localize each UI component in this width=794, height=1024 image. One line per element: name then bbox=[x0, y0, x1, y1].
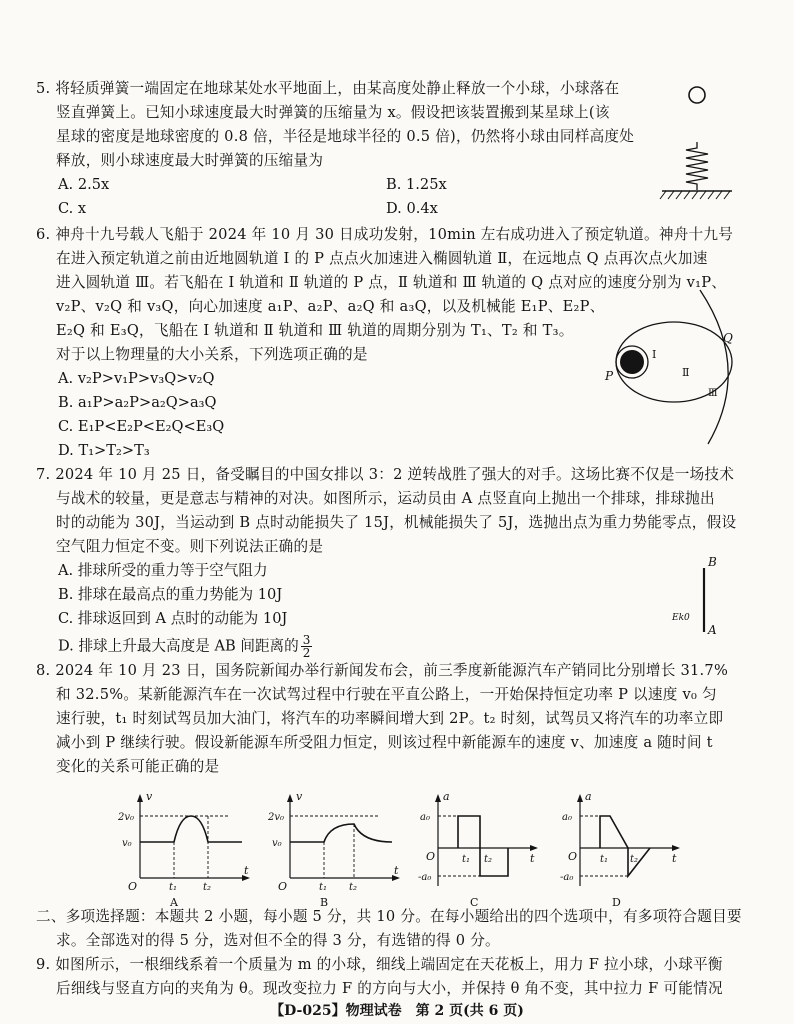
graph-c-yaxis-label: a bbox=[443, 790, 450, 803]
q7-line-2: 与战术的较量，更是意志与精神的对决。如图所示，运动员由 A 点竖直向上抛出一个排球，排球抛出 bbox=[56, 490, 715, 507]
q6-line-4: v₂P、v₂Q 和 v₃Q，向心加速度 a₁P、a₂P、a₂Q 和 a₃Q，以及机械能 E₁P、E₂P、 bbox=[56, 298, 605, 315]
graph-d-t-label: t bbox=[672, 852, 677, 865]
graph-b bbox=[268, 786, 408, 908]
graph-b-t-label: t bbox=[394, 864, 399, 877]
spring-figure bbox=[652, 80, 748, 210]
section-2-line-2: 求。全部选对的得 5 分，选对但不全的得 3 分，有选错的得 0 分。 bbox=[56, 932, 500, 949]
graph-d-yaxis-label: a bbox=[585, 790, 592, 803]
graph-c-t2: t₂ bbox=[484, 854, 493, 865]
label-orbit-1: Ⅰ bbox=[652, 348, 657, 361]
graph-a-yaxis-label: v bbox=[146, 790, 153, 803]
q6-option-d: D. T₁>T₂>T₃ bbox=[58, 442, 150, 459]
page-footer: 【D-025】物理试卷 第 2 页(共 6 页) bbox=[270, 1003, 524, 1019]
graph-d-origin: O bbox=[568, 850, 578, 863]
orbit-figure bbox=[590, 286, 750, 446]
q9-line-1: 9. 如图所示，一根细线系着一个质量为 m 的小球，细线上端固定在天花板上，用力 F 拉小球，小球平衡 bbox=[36, 956, 723, 973]
ground-hatch bbox=[660, 191, 730, 199]
q5-line-4: 释放，则小球速度最大时弹簧的压缩量为 bbox=[56, 152, 324, 169]
q5-line-1: 5. 将轻质弹簧一端固定在地球某处水平地面上，由某高度处静止释放一个小球，小球落在 bbox=[36, 80, 620, 97]
q6-option-c: C. E₁P<E₂P<E₂Q<E₃Q bbox=[58, 418, 225, 435]
graph-d bbox=[560, 786, 690, 908]
label-a: A bbox=[708, 623, 717, 637]
graph-a-ytick-hi: 2v₀ bbox=[118, 812, 135, 823]
q7-option-c: C. 排球返回到 A 点时的动能为 10J bbox=[58, 610, 288, 627]
graph-d-curve bbox=[600, 816, 650, 876]
graph-c-curve bbox=[458, 816, 508, 876]
q5-option-a: A. 2.5x bbox=[58, 176, 110, 193]
graph-c-t-label: t bbox=[530, 852, 535, 865]
throw-figure bbox=[668, 550, 738, 640]
graph-c-name: C bbox=[470, 896, 479, 908]
q5-option-d: D. 0.4x bbox=[386, 200, 438, 217]
q7-line-4: 空气阻力恒定不变。则下列说法正确的是 bbox=[56, 538, 324, 555]
graph-b-yaxis-label: v bbox=[296, 790, 303, 803]
label-b: B bbox=[708, 555, 717, 569]
q6-line-1: 6. 神舟十九号载人飞船于 2024 年 10 月 30 日成功发射，10min 左右成功进入了预定轨道。神舟十九号 bbox=[36, 226, 734, 243]
graph-a bbox=[118, 786, 258, 908]
graph-b-ytick-hi: 2v₀ bbox=[268, 812, 285, 823]
orbit-3-arc bbox=[700, 290, 728, 444]
q5-line-2: 竖直弹簧上。已知小球速度最大时弹簧的压缩量为 x。假设把该装置搬到某星球上(该 bbox=[56, 104, 610, 121]
q9-line-2: 后细线与竖直方向的夹角为 θ。现改变拉力 F 的方向与大小，并保持 θ 角不变，其中拉力 F 可能情况 bbox=[56, 980, 723, 997]
fraction-three-halves bbox=[301, 634, 313, 659]
q8-line-3: 速行驶，t₁ 时刻试驾员加大油门，将汽车的功率瞬间增大到 2P。t₂ 时刻，试驾员又将汽车的功率立即 bbox=[56, 710, 724, 727]
q8-line-5: 变化的关系可能正确的是 bbox=[56, 758, 220, 775]
q6-line-2: 在进入预定轨道之前由近地圆轨道 Ⅰ 的 P 点点火加速进入椭圆轨道 Ⅱ，在远地点 Q 点再次点火加速 bbox=[56, 250, 708, 267]
graph-b-curve bbox=[290, 824, 392, 842]
ball-icon bbox=[689, 87, 705, 103]
spring-icon bbox=[686, 142, 708, 190]
graph-b-ytick-lo: v₀ bbox=[272, 838, 282, 849]
label-q: Q bbox=[723, 331, 733, 345]
fraction-denominator: 2 bbox=[302, 646, 311, 660]
graph-d-ytick-lo: -a₀ bbox=[560, 872, 574, 883]
q8-line-2: 和 32.5%。某新能源汽车在一次试驾过程中行驶在平直公路上，一开始保持恒定功率 P 以速度 v₀ 匀 bbox=[56, 686, 717, 703]
label-p: P bbox=[605, 369, 614, 383]
graph-d-name: D bbox=[612, 896, 621, 908]
graph-c-ytick-lo: -a₀ bbox=[418, 872, 432, 883]
graph-b-origin: O bbox=[278, 880, 288, 893]
graph-c-origin: O bbox=[426, 850, 436, 863]
q5-option-b: B. 1.25x bbox=[386, 176, 447, 193]
q5-option-c: C. x bbox=[58, 200, 87, 217]
graph-b-t2: t₂ bbox=[349, 882, 358, 893]
label-ek0: Ek0 bbox=[672, 613, 690, 623]
graph-c-ytick-hi: a₀ bbox=[420, 812, 430, 823]
graph-b-name: B bbox=[320, 896, 329, 908]
q6-line-3: 进入圆轨道 Ⅲ。若飞船在 Ⅰ 轨道和 Ⅱ 轨道的 P 点，Ⅱ 轨道和 Ⅲ 轨道的 Q 点对应的速度分别为 v₁P、 bbox=[56, 274, 727, 291]
q7-option-b: B. 排球在最高点的重力势能为 10J bbox=[58, 586, 283, 603]
q8-line-4: 减小到 P 继续行驶。假设新能源车所受阻力恒定，则该过程中新能源车的速度 v、加速度 a 随时间 t bbox=[56, 734, 713, 751]
fraction-numerator: 3 bbox=[302, 633, 311, 647]
q7-option-d bbox=[58, 634, 312, 659]
graph-a-t1: t₁ bbox=[169, 882, 178, 893]
section-2-line-1: 二、多项选择题：本题共 2 小题，每小题 5 分，共 10 分。在每小题给出的四个选项中，有多项符合题目要 bbox=[36, 908, 742, 925]
graph-d-ytick-hi: a₀ bbox=[562, 812, 572, 823]
graph-d-t1: t₁ bbox=[600, 854, 609, 865]
graph-b-t1: t₁ bbox=[319, 882, 328, 893]
q7-option-a: A. 排球所受的重力等于空气阻力 bbox=[58, 562, 268, 579]
graph-a-name: A bbox=[170, 896, 178, 908]
graph-c-t1: t₁ bbox=[462, 854, 471, 865]
graph-a-origin: O bbox=[128, 880, 138, 893]
graph-a-curve bbox=[140, 816, 242, 842]
q7-line-3: 时的动能为 30J，当运动到 B 点时动能损失了 15J，机械能损失了 5J，选抛出点为重力势能零点，假设 bbox=[56, 514, 737, 531]
q6-option-b: B. a₁P>a₂P>a₂Q>a₃Q bbox=[58, 394, 217, 411]
earth-icon bbox=[620, 350, 644, 374]
q7-option-d-text: D. 排球上升最大高度是 AB 间距离的 bbox=[58, 637, 299, 655]
graph-a-t2: t₂ bbox=[203, 882, 212, 893]
graph-a-ytick-lo: v₀ bbox=[122, 838, 132, 849]
q6-line-6: 对于以上物理量的大小关系，下列选项正确的是 bbox=[56, 346, 368, 363]
label-orbit-2: Ⅱ bbox=[682, 366, 690, 379]
q5-line-3: 星球的密度是地球密度的 0.8 倍，半径是地球半径的 0.5 倍)，仍然将小球由同样高度处 bbox=[56, 128, 635, 145]
q8-line-1: 8. 2024 年 10 月 23 日，国务院新闻办举行新闻发布会，前三季度新能源汽车产销同比分别增长 31.7% bbox=[36, 662, 729, 679]
graph-c bbox=[418, 786, 548, 908]
q7-line-1: 7. 2024 年 10 月 25 日，备受瞩目的中国女排以 3：2 逆转战胜了强大的对手。这场比赛不仅是一场技术 bbox=[36, 466, 735, 483]
q6-option-a: A. v₂P>v₁P>v₃Q>v₂Q bbox=[58, 370, 215, 387]
graph-d-t2: t₂ bbox=[630, 854, 639, 865]
label-orbit-3: Ⅲ bbox=[708, 388, 718, 399]
q6-line-5: E₂Q 和 E₃Q，飞船在 Ⅰ 轨道和 Ⅱ 轨道和 Ⅲ 轨道的周期分别为 T₁、T₂ 和 T₃。 bbox=[56, 322, 574, 339]
graph-a-t-label: t bbox=[244, 864, 249, 877]
